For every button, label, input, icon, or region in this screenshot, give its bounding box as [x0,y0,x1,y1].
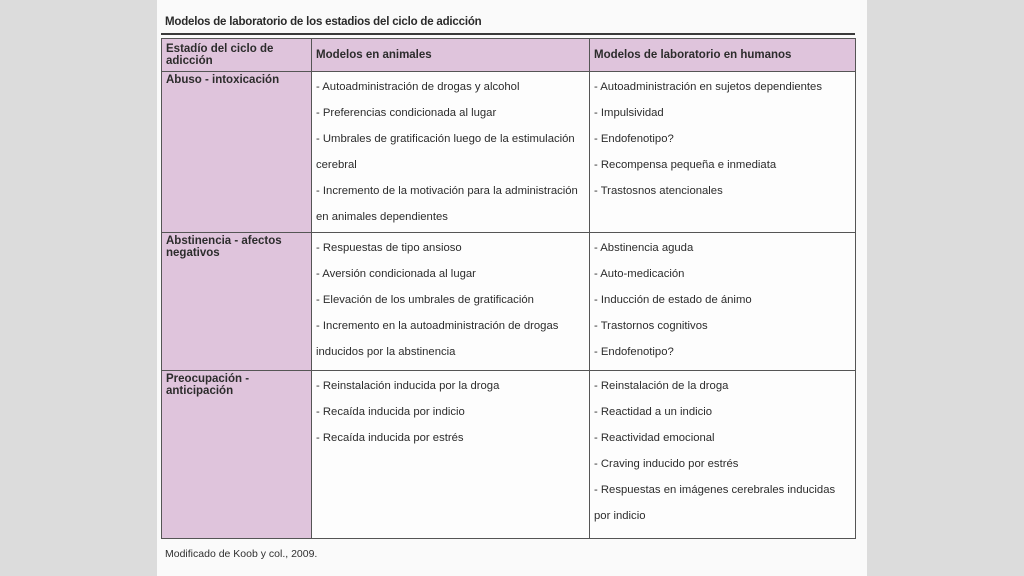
list-item: - Elevación de los umbrales de gratificación [316,294,534,306]
list-item: - Reactividad emocional [594,432,715,444]
list-item: - Recaída inducida por estrés [316,432,464,444]
table-title: Modelos de laboratorio de los estadios del ciclo de adicción [165,16,482,28]
list-item: - Preferencias condicionada al lugar [316,107,497,119]
animal-models-cell [312,233,590,371]
list-item: - Autoadministración en sujetos dependientes [594,81,822,93]
list-item: - Recompensa pequeña e inmediata [594,159,777,171]
animal-models-cell [312,371,590,539]
source-citation: Modificado de Koob y col., 2009. [165,548,318,560]
list-item: - Umbrales de gratificación luego de la estimulación cerebral [316,133,575,171]
table-row [162,371,856,539]
list-item: - Craving inducido por estrés [594,458,739,470]
header-stage: Estadío del ciclo de adicción [162,39,312,72]
header-human-models: Modelos de laboratorio en humanos [590,39,856,72]
list-item: - Endofenotipo? [594,133,674,145]
list-item: - Auto-medicación [594,268,685,280]
list-item: - Reactidad a un indicio [594,406,713,418]
stage-label: Preocupación - anticipación [162,371,312,539]
list-item: - Respuestas de tipo ansioso [316,242,462,254]
list-item: - Inducción de estado de ánimo [594,294,752,306]
list-item: - Respuestas en imágenes cerebrales inducidas por indicio [594,484,836,522]
list-item: - Endofenotipo? [594,346,674,358]
document-page [157,0,867,576]
table-row [162,72,856,233]
list-item: - Reinstalación inducida por la droga [316,380,500,392]
list-item: - Abstinencia aguda [594,242,694,254]
human-models-cell [590,233,856,371]
stage-label: Abuso - intoxicación [162,72,312,233]
list-item: - Incremento de la motivación para la administración en animales dependientes [316,185,578,223]
human-models-cell [590,72,856,233]
title-divider [161,33,855,35]
list-item: - Incremento en la autoadministración de drogas inducidos por la abstinencia [316,320,559,358]
list-item: - Impulsividad [594,107,664,119]
list-item: - Recaída inducida por indicio [316,406,465,418]
animal-models-cell [312,72,590,233]
table-row [162,233,856,371]
human-models-cell [590,371,856,539]
addiction-cycle-table [161,38,856,539]
stage-label: Abstinencia - afectos negativos [162,233,312,371]
list-item: - Trastornos cognitivos [594,320,708,332]
list-item: - Autoadministración de drogas y alcohol [316,81,520,93]
header-row [162,39,856,72]
list-item: - Aversión condicionada al lugar [316,268,476,280]
list-item: - Trastosnos atencionales [594,185,723,197]
list-item: - Reinstalación de la droga [594,380,729,392]
header-animal-models: Modelos en animales [312,39,590,72]
